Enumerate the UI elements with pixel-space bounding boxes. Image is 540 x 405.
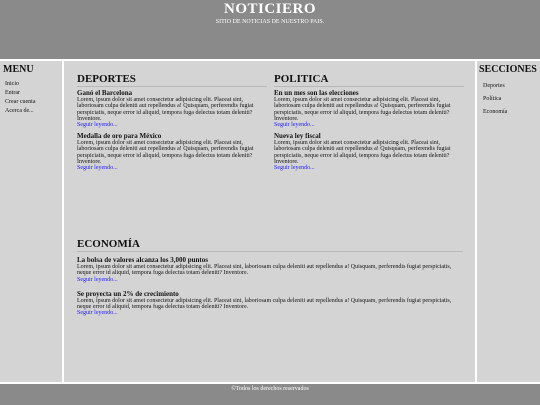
article-title: Nueva ley fiscal [274,132,321,141]
article [77,256,463,284]
article-body: Lorem, ipsum dolor sit amet consectetur adipisicing elit. Placeat sint, laboriosam culpa deleniti aut repellendus a! Quisquam, perferendis fugiat perspiciatis, neque error id aliquid, tempora fuga delectus totam deleniti? Inventore. [274,140,451,166]
menu-list [0,80,62,116]
article [77,290,463,318]
article [77,89,267,129]
section-title-deportes: DEPORTES [77,73,267,87]
menu-item-inicio[interactable]: Inicio [5,81,19,87]
site-footer [0,384,540,405]
sections-title: SECCIONES [479,64,537,75]
article-body: Lorem, ipsum dolor sit amet consectetur adipisicing elit. Placeat sint, laboriosam culpa deleniti aut repellendus a! Quisquam, perferendis fugiat perspiciatis, neque error id aliquid, tempora fuga delectus totam deleniti? Inventore. [77,97,254,122]
site-subtitle: SITIO DE NOTICIAS DE NUESTRO PAIS. [215,19,325,25]
article-title: En un mes son las elecciones [274,89,359,97]
section-title-economia: ECONOMÍA [77,238,463,252]
section-economia [77,238,463,317]
article-body: Lorem, ipsum dolor sit amet consectetur adipisicing elit. Placeat sint, laboriosam culpa deleniti aut repellendus a! Quisquam, perferendis fugiat perspiciatis, neque error id aliquid, tempora fuga delectus totam deleniti? Inventore. [77,140,254,166]
read-more-link[interactable]: Seguir leyendo... [77,310,118,317]
menu-item-crear-cuenta[interactable]: Crear cuenta [5,99,36,105]
copyright-text: ©Todos los derechos reservados [231,386,309,392]
section-link-politica[interactable]: Política [483,96,502,102]
menu-title: MENU [3,64,34,75]
sections-list [477,80,540,118]
sections-sidebar [477,61,540,382]
article-body: Lorem, ipsum dolor sit amet consectetur adipisicing elit. Placeat sint, laboriosam culpa deleniti aut repellendus a! Quisquam, perferendis fugiat perspiciatis, neque error id aliquid, tempora fuga delectus totam deleniti? Inventore. [274,97,451,122]
read-more-link[interactable]: Seguir leyendo... [274,165,315,172]
article-title: La bolsa de valores alcanza los 3,000 puntos [77,256,208,264]
menu-item-acerca-de[interactable]: Acerca de... [5,108,34,114]
menu-item-entrar[interactable]: Entrar [5,90,20,96]
site-title: NOTICIERO [223,1,317,17]
read-more-link[interactable]: Seguir leyendo... [274,122,315,129]
article [77,132,267,172]
section-deportes [77,73,267,172]
section-politica [274,73,464,172]
section-link-deportes[interactable]: Deportes [483,83,505,89]
section-link-economia[interactable]: Economía [483,109,508,115]
article [274,89,464,129]
article-title: Ganó el Barcelona [77,89,133,97]
main-content [64,61,475,382]
menu-sidebar [0,61,62,382]
read-more-link[interactable]: Seguir leyendo... [77,165,118,172]
article-body: Lorem, ipsum dolor sit amet consectetur adipisicing elit. Placeat sint, laboriosam culpa deleniti aut repellendus a! Quisquam, perferendis fugiat perspiciatis, neque error id aliquid, tempora fuga delectus totam deleniti? Inventore. [77,297,452,310]
read-more-link[interactable]: Seguir leyendo... [77,122,118,129]
article-title: Medalla de oro para México [77,132,162,141]
read-more-link[interactable]: Seguir leyendo... [77,276,118,283]
article-title: Se proyecta un 2% de crecimiento [77,289,179,298]
article-body: Lorem, ipsum dolor sit amet consectetur adipisicing elit. Placeat sint, laboriosam culpa deleniti aut repellendus a! Quisquam, perferendis fugiat perspiciatis, neque error id aliquid, tempora fuga delectus totam deleniti? Inventore. [77,264,452,277]
article [274,132,464,172]
site-header [0,0,540,59]
section-title-politica: POLITICA [274,73,464,87]
